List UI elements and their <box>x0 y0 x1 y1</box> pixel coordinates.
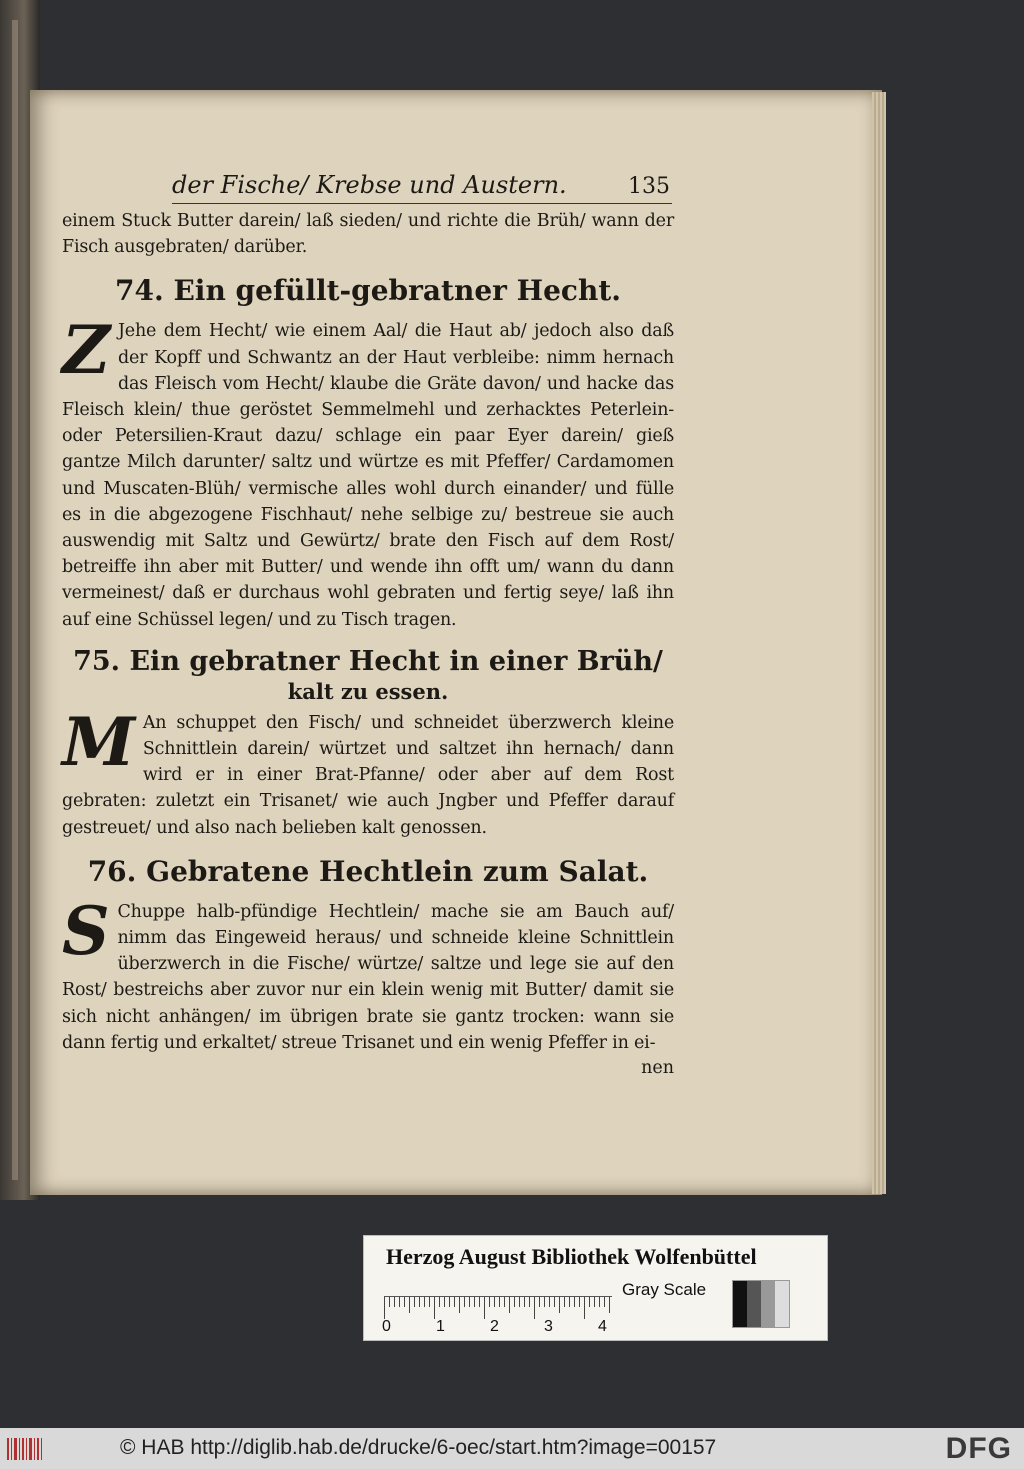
ruler-tick <box>459 1297 460 1313</box>
recipe-text-75 <box>62 702 674 841</box>
running-title: der Fische/ Krebse und Austern. <box>172 171 567 199</box>
recipe-text-74 <box>62 311 674 632</box>
ruler-tick <box>564 1297 565 1307</box>
gray-scale-label: Gray Scale <box>622 1280 707 1299</box>
ruler-tick <box>419 1297 420 1307</box>
ruler-tick <box>409 1297 410 1313</box>
page-number: 135 <box>628 174 670 199</box>
ruler-tick <box>584 1297 585 1319</box>
ruler-number-2: 2 <box>490 1318 499 1335</box>
ruler-number-1: 1 <box>436 1318 445 1335</box>
ruler-tick <box>539 1297 540 1307</box>
ruler-tick <box>404 1297 405 1307</box>
ruler-number-4: 4 <box>598 1318 607 1335</box>
ruler-tick <box>414 1297 415 1307</box>
ruler-tick <box>554 1297 555 1307</box>
ruler-tick <box>524 1297 525 1307</box>
ruler-tick <box>474 1297 475 1307</box>
ruler-tick <box>499 1297 500 1307</box>
ruler-tick <box>514 1297 515 1307</box>
ruler-tick <box>549 1297 550 1307</box>
library-name: Herzog August Bibliothek Wolfenbüttel <box>386 1244 757 1269</box>
gray-scale-patch <box>747 1281 761 1327</box>
ruler-tick <box>529 1297 530 1307</box>
ruler-tick <box>544 1297 545 1307</box>
ruler-tick <box>484 1297 485 1319</box>
ruler-number-3: 3 <box>544 1318 553 1335</box>
page-edge <box>872 92 886 1194</box>
ruler-tick <box>559 1297 560 1313</box>
library-color-slip <box>363 1235 828 1341</box>
ruler-tick <box>444 1297 445 1307</box>
recipe-body-75: An schuppet den Fisch/ und schneidet überzwerch kleine Schnittlein darein/ würtzet und saltzet ihn hernach/ dann wird er in einer Brat-Pfanne/ oder aber auf dem Rost gebraten: zuletzt ein Trisanet/ wie auch Jngber und Pfeffer darauf gestreuet/ und also nach belieben kalt genossen. <box>62 712 674 838</box>
recipe-body-76: Chuppe halb-pfündige Hechtlein/ mache sie am Bauch auf/ nimm das Eingeweid heraus/ und schneide kleine Schnittlein überzwerch in die Fische/ würtze/ saltze und lege sie auf den Rost/ bestreichs aber zuvor nur ein klein wenig mit Butter/ damit sie sich nicht anhängen/ im übrigen brate sie gantz trocken: wann sie dann fertig und erkaltet/ streue Trisanet und ein wenig Pfeffer in ei- <box>62 901 674 1053</box>
ruler-tick <box>434 1297 435 1319</box>
ruler-tick <box>594 1297 595 1307</box>
footer-bar <box>0 1428 1024 1469</box>
ruler-tick <box>449 1297 450 1307</box>
ruler-tick <box>489 1297 490 1307</box>
ruler-tick <box>464 1297 465 1307</box>
ruler-tick <box>574 1297 575 1307</box>
gray-scale-patch <box>733 1281 747 1327</box>
ruler-tick <box>534 1297 535 1319</box>
measurement-ruler <box>384 1296 612 1320</box>
ruler-tick <box>399 1297 400 1307</box>
ruler-tick <box>494 1297 495 1307</box>
ruler-tick <box>469 1297 470 1307</box>
dfg-logo: DFG <box>945 1432 1012 1465</box>
gray-scale-bars <box>732 1280 790 1328</box>
ruler-tick <box>569 1297 570 1307</box>
barcode-icon <box>6 1436 46 1462</box>
ruler-tick <box>609 1297 610 1313</box>
dropcap-76: S <box>62 891 110 970</box>
running-head <box>172 168 672 204</box>
ruler-tick <box>599 1297 600 1307</box>
recipe-heading-75: 75. Ein gebratner Hecht in einer Brüh/ <box>73 645 663 677</box>
recipe-heading-74: 74. Ein gefüllt-gebratner Hecht. <box>115 274 621 308</box>
ruler-tick <box>439 1297 440 1307</box>
catchword: nen <box>641 1058 674 1079</box>
ruler-tick <box>504 1297 505 1307</box>
recipe-heading-76: 76. Gebratene Hechtlein zum Salat. <box>87 854 649 888</box>
dropcap-74: Z <box>62 311 110 390</box>
dropcap-75: M <box>62 702 135 781</box>
ruler-tick <box>519 1297 520 1307</box>
gray-scale-patch <box>775 1281 789 1327</box>
ruler-tick <box>429 1297 430 1307</box>
ruler-tick <box>589 1297 590 1307</box>
page-text-area <box>62 168 674 1080</box>
recipe-subheading-75: kalt zu essen. <box>287 678 449 704</box>
ruler-tick <box>424 1297 425 1307</box>
recipe-text-76 <box>62 891 674 1056</box>
ruler-tick <box>479 1297 480 1307</box>
ruler-tick <box>604 1297 605 1307</box>
ruler-tick <box>509 1297 510 1313</box>
gray-scale-patch <box>761 1281 775 1327</box>
ruler-tick <box>384 1297 385 1319</box>
ruler-tick <box>394 1297 395 1307</box>
copyright-url[interactable]: © HAB http://diglib.hab.de/drucke/6-oec/start.htm?image=00157 <box>120 1436 717 1459</box>
recipe-body-74: Jehe dem Hecht/ wie einem Aal/ die Haut ab/ jedoch also daß der Kopff und Schwantz an der Haut verbleibe: nimm hernach das Fleisch vom Hecht/ klaube die Gräte davon/ und hacke das Fleisch klein/ thue geröstet Semmelmehl und zerhacktes Peterlein- oder Petersilien-Kraut dazu/ schlage ein paar Eyer darein/ gieß gantze Milch darunter/ saltz und würtze es mit Pfeffer/ Cardamomen und Muscaten-Blüh/ vermische alles wohl durch einander/ und fülle es in die abgezogene Fischhaut/ nehe selbige zu/ bestreue sie auch auswendig mit Saltz und Gewürtz/ brate den Fisch auf dem Rost/ betreiffe ihn aber mit Butter/ und wende ihn offt um/ wann du dann vermeinest/ daß er durchaus wohl gebraten und fertig seye/ laß ihn auf eine Schüssel legen/ und zu Tisch tragen. <box>62 321 674 630</box>
ruler-tick <box>454 1297 455 1307</box>
ruler-number-0: 0 <box>382 1318 391 1335</box>
ruler-tick <box>389 1297 390 1307</box>
intro-paragraph: einem Stuck Butter darein/ laß sieden/ und richte die Brüh/ wann der Fisch ausgebraten/ darüber. <box>62 211 674 258</box>
ruler-tick <box>579 1297 580 1307</box>
